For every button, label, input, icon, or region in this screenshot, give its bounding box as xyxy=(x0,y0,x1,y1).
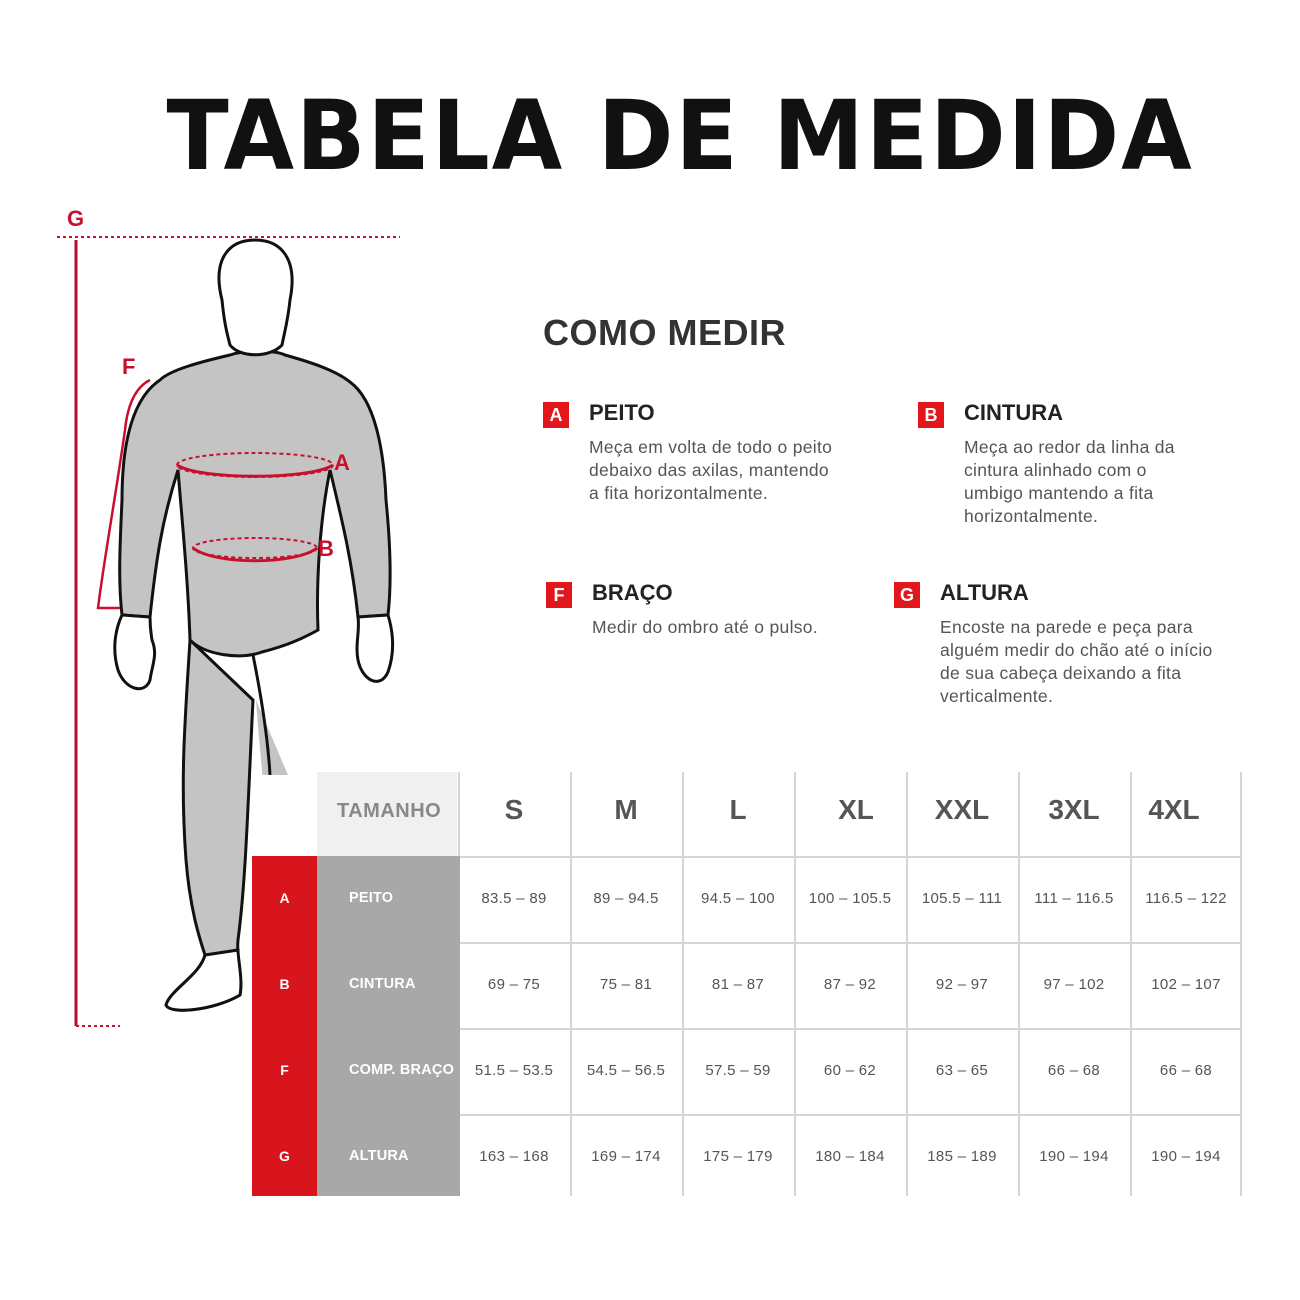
table-cell: 66 – 68 xyxy=(1159,1062,1213,1079)
row-label: COMP. BRAÇO xyxy=(349,1062,455,1078)
measure-description: Meça em volta de todo o peito debaixo das axilas, mantendo a fita horizontalmente. xyxy=(589,437,833,503)
table-cell: 102 – 107 xyxy=(1151,976,1221,993)
measure-item-altura xyxy=(894,580,1254,710)
table-cell: 81 – 87 xyxy=(711,976,765,993)
size-table xyxy=(252,772,1242,1196)
table-cell: 100 – 105.5 xyxy=(808,890,892,907)
table-cell: 69 – 75 xyxy=(487,976,541,993)
size-header-3xl: 3XL xyxy=(1048,794,1100,825)
measure-description: Encoste na parede e peça para alguém medir do chão até o início de sua cabeça deixando a fita verticalmente. xyxy=(940,617,1213,706)
row-code-cell xyxy=(252,1114,317,1196)
measure-name: ALTURA xyxy=(940,580,1029,605)
row-label-cell xyxy=(317,942,460,1028)
row-label-cell xyxy=(317,1028,460,1114)
size-header-4xl: 4XL xyxy=(1148,794,1200,825)
row-code: B xyxy=(279,976,290,992)
measure-code-badge: G xyxy=(894,582,920,608)
table-cell: 116.5 – 122 xyxy=(1145,890,1227,907)
table-cell: 75 – 81 xyxy=(599,976,653,993)
measure-item-peito xyxy=(543,400,873,510)
row-code-cell xyxy=(252,942,317,1028)
measure-description: Meça ao redor da linha da cintura alinhado com o umbigo mantendo a fita horizontalmente. xyxy=(964,437,1175,526)
row-label: ALTURA xyxy=(349,1148,409,1164)
table-cell: 89 – 94.5 xyxy=(593,890,659,907)
table-cell: 57.5 – 59 xyxy=(705,1062,771,1079)
table-cell: 163 – 168 xyxy=(479,1148,549,1165)
measure-name: BRAÇO xyxy=(592,580,673,605)
measure-item-cintura xyxy=(918,400,1248,530)
row-code-cell xyxy=(252,856,317,942)
chest-marker-label: A xyxy=(334,450,350,475)
measure-description: Medir do ombro até o pulso. xyxy=(592,617,818,637)
size-header-label: TAMANHO xyxy=(337,800,442,822)
table-cell: 54.5 – 56.5 xyxy=(586,1062,666,1079)
table-cell: 175 – 179 xyxy=(703,1148,773,1165)
row-code: F xyxy=(280,1062,289,1078)
table-cell: 83.5 – 89 xyxy=(481,890,547,907)
table-cell: 51.5 – 53.5 xyxy=(474,1062,554,1079)
size-header-xl: XL xyxy=(838,794,874,825)
height-marker-label: G xyxy=(67,206,85,231)
table-cell: 169 – 174 xyxy=(591,1148,661,1165)
how-to-measure-heading: COMO MEDIR xyxy=(543,312,786,353)
page-title: TABELA DE MEDIDA xyxy=(166,80,1194,192)
table-cell: 111 – 116.5 xyxy=(1034,890,1114,907)
measure-code-badge: A xyxy=(543,402,569,428)
arm-marker-label: F xyxy=(122,354,136,379)
table-cell: 66 – 68 xyxy=(1047,1062,1101,1079)
table-cell: 105.5 – 111 xyxy=(921,890,1003,907)
table-cell: 92 – 97 xyxy=(935,976,989,993)
measure-item-braco xyxy=(546,580,876,650)
table-cell: 63 – 65 xyxy=(935,1062,989,1079)
row-code-cell xyxy=(252,1028,317,1114)
row-label: CINTURA xyxy=(349,976,416,992)
measure-name: CINTURA xyxy=(964,400,1063,425)
table-cell: 97 – 102 xyxy=(1043,976,1105,993)
waist-marker-label: B xyxy=(318,536,334,561)
measure-code-badge: B xyxy=(918,402,944,428)
table-cell: 94.5 – 100 xyxy=(701,890,775,907)
measure-name: PEITO xyxy=(589,400,655,425)
table-cell: 190 – 194 xyxy=(1151,1148,1221,1165)
size-header-xxl: XXL xyxy=(934,794,990,825)
row-label: PEITO xyxy=(349,890,394,906)
row-code: G xyxy=(279,1148,290,1164)
size-header-s: S xyxy=(504,794,524,825)
table-cell: 185 – 189 xyxy=(927,1148,997,1165)
size-header-l: L xyxy=(729,794,747,825)
table-cell: 60 – 62 xyxy=(823,1062,877,1079)
row-label-cell xyxy=(317,856,460,942)
row-label-cell xyxy=(317,1114,460,1196)
measure-code-badge: F xyxy=(546,582,572,608)
size-header-cell xyxy=(317,772,457,856)
table-cell: 190 – 194 xyxy=(1039,1148,1109,1165)
table-cell: 180 – 184 xyxy=(815,1148,885,1165)
size-header-m: M xyxy=(614,794,638,825)
row-code: A xyxy=(279,890,290,906)
table-cell: 87 – 92 xyxy=(823,976,877,993)
